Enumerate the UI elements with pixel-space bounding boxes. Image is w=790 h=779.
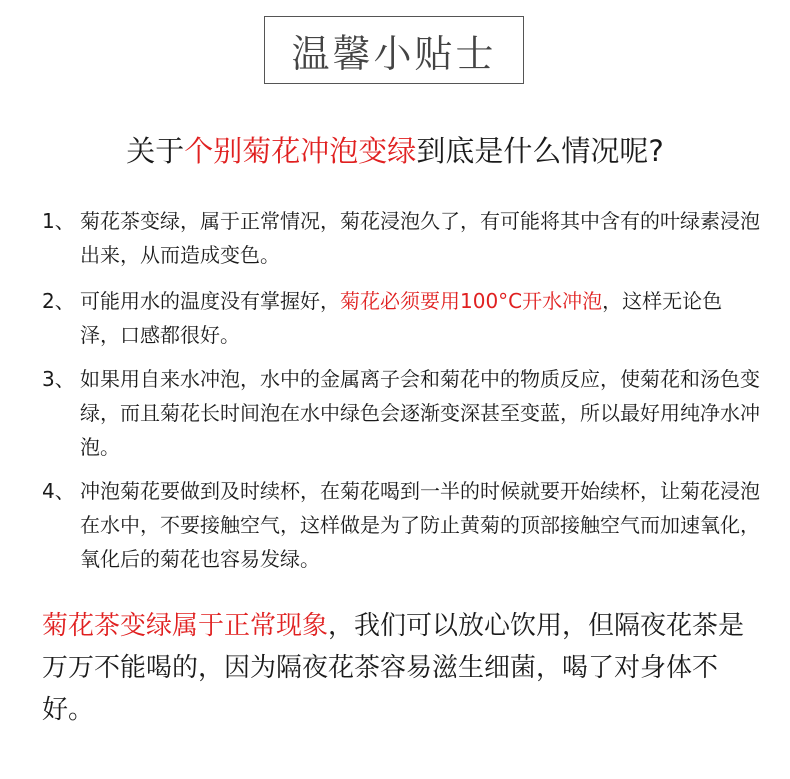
tip-text: 冲泡菊花要做到及时续杯，在菊花喝到一半的时候就要开始续杯，让菊花浸泡在水中，不要接触空气，这样做是为了防止黄菊的顶部接触空气而加速氧化，氧化后的菊花也容易发绿。: [80, 479, 760, 571]
question-highlight: 个别菊花冲泡变绿: [184, 134, 417, 168]
tip-number: 4、: [42, 479, 75, 503]
question-suffix: 到底是什么情况呢?: [416, 134, 664, 168]
closing-highlight: 菊花茶变绿属于正常现象: [42, 611, 329, 641]
tip-text-before: 可能用水的温度没有掌握好，: [80, 289, 340, 313]
closing-text: ，我们可以放心饮用，但隔夜花茶是万万不能喝的，因为隔夜花茶容易滋生细菌，喝了对身体不好。: [42, 611, 745, 725]
tip-number: 3、: [42, 367, 75, 391]
question-heading: [0, 131, 790, 171]
tip-text: 如果用自来水冲泡，水中的金属离子会和菊花中的物质反应，使菊花和汤色变绿，而且菊花长时间泡在水中绿色会逐渐变深甚至变蓝，所以最好用纯净水冲泡。: [80, 367, 760, 459]
tip-item-1: [42, 204, 762, 272]
page-title: 温馨小贴士: [291, 31, 497, 76]
question-prefix: 关于: [126, 134, 185, 168]
tip-text-after: ，这样无论色泽，口感都很好。: [80, 289, 723, 347]
tip-item-4: [42, 474, 762, 576]
tip-number: 2、: [42, 289, 75, 313]
tip-highlight: 菊花必须要用100°C开水冲泡: [340, 289, 603, 313]
tip-text: 菊花茶变绿，属于正常情况，菊花浸泡久了，有可能将其中含有的叶绿素浸泡出来，从而造成变色。: [80, 209, 760, 267]
tip-text: [80, 284, 762, 352]
closing-paragraph: [42, 605, 757, 731]
title-box: [264, 16, 524, 84]
tip-number: 1、: [42, 209, 75, 233]
tip-item-3: [42, 362, 762, 464]
tip-item-2: [42, 284, 762, 352]
